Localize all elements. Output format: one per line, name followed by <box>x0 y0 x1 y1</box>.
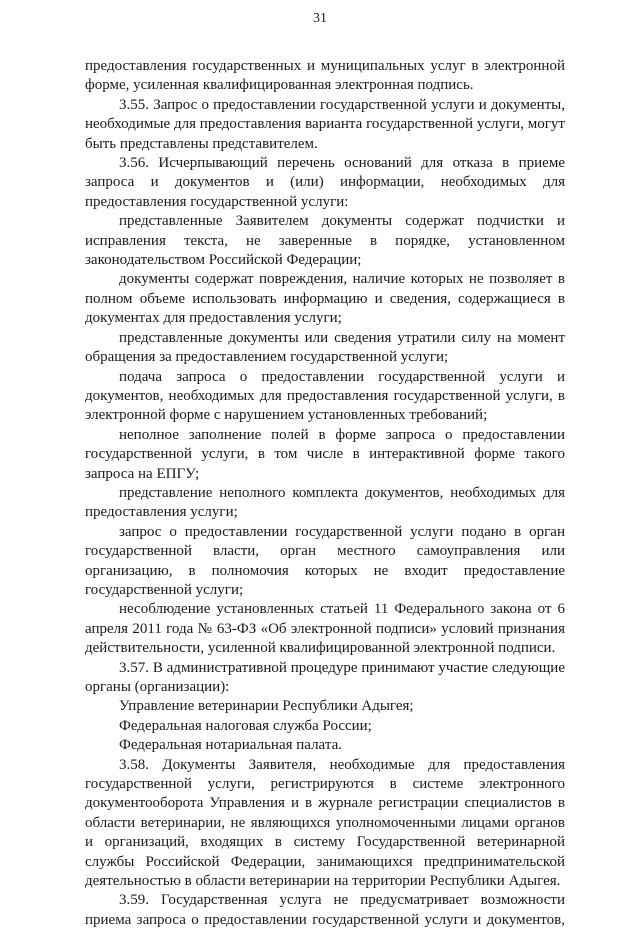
paragraph-continuation: предоставления государственных и муниципальных услуг в электронной форме, усиленная квалифицированная электронная подпись. <box>85 58 565 94</box>
list-item-damage: документы содержат повреждения, наличие которых не позволяет в полном объеме использовать информацию и сведения, содержащиеся в документах для предоставления услуги; <box>85 271 565 327</box>
paragraph-3-55: 3.55. Запрос о предоставлении государственной услуги и документы, необходимые для предоставления варианта государственной услуги, могут быть представлены представителем. <box>85 96 565 152</box>
list-item-corrections: представленные Заявителем документы содержат подчистки и исправления текста, не заверенные в порядке, установленном законодательством Российской Федерации; <box>85 213 565 269</box>
list-item-incomplete-fields: неполное заполнение полей в форме запроса о предоставлении государственной услуги, в том числе в интерактивной форме такого запроса на ЕПГУ; <box>85 426 565 482</box>
document-body <box>85 57 565 930</box>
list-item-vet-department: Управление ветеринарии Республики Адыгея; <box>119 698 414 715</box>
list-item-tax-service: Федеральная налоговая служба России; <box>119 717 372 734</box>
page-number: 31 <box>313 11 327 26</box>
paragraph-3-56: 3.56. Исчерпывающий перечень оснований для отказа в приеме запроса и документов и (или) информации, необходимых для предоставления государственной услуги: <box>85 155 565 210</box>
list-item-electronic-violation: подача запроса о предоставлении государственной услуги и документов, необходимых для предоставления государственной услуги, в электронной форме с нарушением установленных требований; <box>85 368 565 424</box>
list-item-notary-chamber: Федеральная нотариальная палата. <box>119 737 342 754</box>
list-item-wrong-authority: запрос о предоставлении государственной услуги подано в орган государственной власти, орган местного самоуправления или организацию, в полномочия которых не входит предоставление государственной услуги; <box>85 523 565 598</box>
paragraph-3-57: 3.57. В административной процедуре принимают участие следующие органы (организации): <box>85 659 565 695</box>
list-item-expired: представленные документы или сведения утратили силу на момент обращения за предоставлением государственной услуги; <box>85 329 565 366</box>
paragraph-3-59: 3.59. Государственная услуга не предусматривает возможности приема запроса о предоставлении государственной услуги и документов, <box>85 892 565 928</box>
list-item-signature-conditions: несоблюдение установленных статьей 11 Федерального закона от 6 апреля 2011 года № 63-ФЗ «Об электронной подписи» условий признания действительности, усиленной квалифицированной электронной подписи. <box>85 601 565 657</box>
paragraph-3-58: 3.58. Документы Заявителя, необходимые для предоставления государственной услуги, регистрируются в системе электронного документооборота Управления и в журнале регистрации специалистов в области ветеринарии, не являющихся уполномоченными лицами органов и организаций, входящих в систему Государственной ветеринарной службы Российской Федерации, занимающихся предпринимательской деятельностью в области ветеринарии на территории Республики Адыгея. <box>85 756 565 890</box>
list-item-incomplete-set: представление неполного комплекта документов, необходимых для предоставления услуги; <box>85 484 565 521</box>
